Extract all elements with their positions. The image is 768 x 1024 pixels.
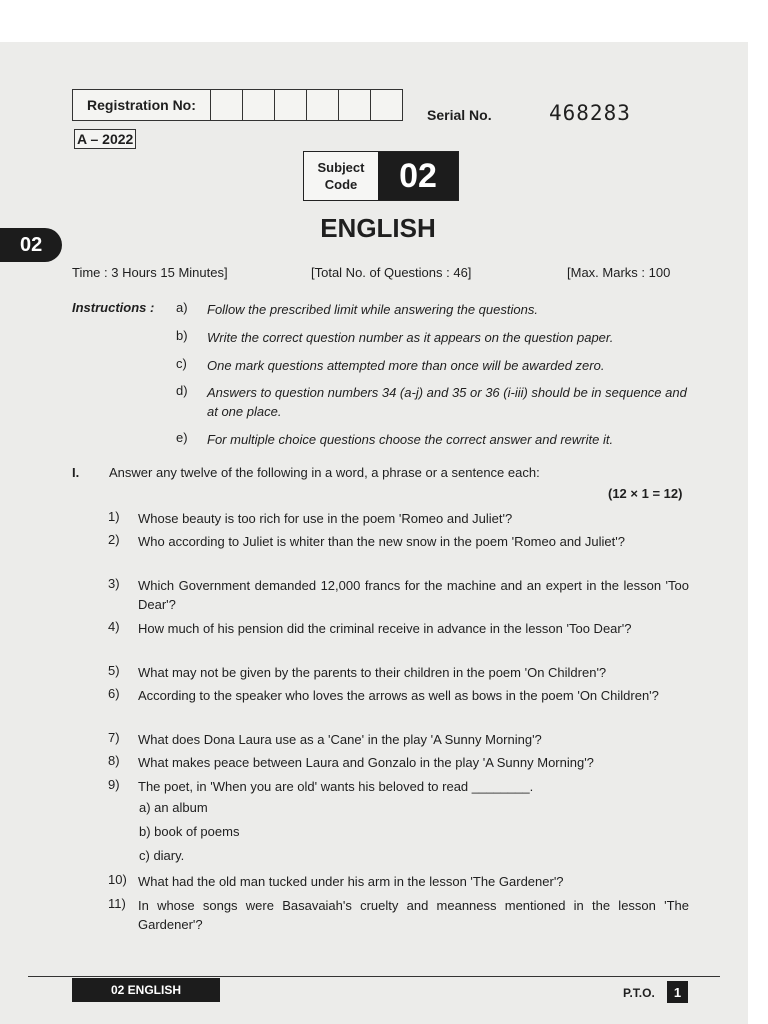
question-number: 11): [108, 896, 126, 911]
instruction-letter: e): [176, 430, 188, 445]
question-number: 2): [108, 532, 120, 547]
max-marks: [Max. Marks : 100: [567, 265, 671, 280]
subject-label-line1: Subject: [317, 160, 365, 175]
registration-cell: [210, 90, 242, 120]
page-number: 1: [667, 981, 688, 1003]
q9-option-a: a) an album: [139, 800, 208, 815]
footer-pto: P.T.O.: [623, 986, 655, 1000]
question-text: Whose beauty is too rich for use in the poem 'Romeo and Juliet'?: [138, 511, 513, 526]
section-number: I.: [72, 465, 80, 480]
q9-option-c: c) diary.: [139, 848, 185, 863]
question-text: In whose songs were Basavaiah's cruelty and meanness mentioned in the lesson 'The Gardener'?: [138, 898, 689, 932]
registration-cell: [338, 90, 370, 120]
question-number: 10): [108, 872, 127, 887]
question-number: 4): [108, 619, 120, 634]
instruction-letter: d): [176, 383, 188, 398]
total-questions: [Total No. of Questions : 46]: [311, 265, 472, 280]
question-number: 9): [108, 777, 120, 792]
question-text: Who according to Juliet is whiter than the new snow in the poem 'Romeo and Juliet'?: [138, 534, 625, 549]
footer-subject: 02 ENGLISH: [72, 978, 220, 1002]
instruction-text: One mark questions attempted more than once will be awarded zero.: [207, 358, 605, 373]
registration-cell: [274, 90, 306, 120]
question-number: 8): [108, 753, 120, 768]
exam-time: Time : 3 Hours 15 Minutes]: [72, 265, 228, 280]
q9-option-b: b) book of poems: [139, 824, 240, 839]
instruction-letter: a): [176, 300, 188, 315]
section-marks: (12 × 1 = 12): [608, 486, 683, 501]
page-title: ENGLISH: [320, 213, 436, 243]
registration-box: [72, 89, 403, 121]
question-number: 6): [108, 686, 120, 701]
instruction-text: Write the correct question number as it appears on the question paper.: [207, 330, 614, 345]
question-number: 7): [108, 730, 120, 745]
instruction-text: Answers to question numbers 34 (a-j) and 35 or 36 (i-iii) should be in sequence and at one place.: [207, 385, 687, 419]
question-text: What does Dona Laura use as a 'Cane' in the play 'A Sunny Morning'?: [138, 732, 542, 747]
question-text: What had the old man tucked under his arm in the lesson 'The Gardener'?: [138, 874, 564, 889]
section-instruction: Answer any twelve of the following in a word, a phrase or a sentence each:: [109, 465, 540, 480]
question-number: 3): [108, 576, 120, 591]
footer-divider: [28, 976, 720, 977]
instructions-label: Instructions :: [72, 300, 155, 315]
question-number: 5): [108, 663, 120, 678]
question-number: 1): [108, 509, 120, 524]
registration-cell: [306, 90, 338, 120]
subject-code: 02: [378, 152, 458, 200]
subject-code-box: [303, 151, 459, 201]
instruction-text: For multiple choice questions choose the correct answer and rewrite it.: [207, 432, 614, 447]
registration-cell: [242, 90, 274, 120]
registration-label: Registration No:: [87, 97, 196, 113]
question-text: What may not be given by the parents to their children in the poem 'On Children'?: [138, 665, 607, 680]
subject-code-label: [304, 152, 378, 200]
serial-number: 468283: [549, 101, 631, 125]
question-text: The poet, in 'When you are old' wants his beloved to read ________.: [138, 779, 534, 794]
question-text: According to the speaker who loves the arrows as well as bows in the poem 'On Children'?: [138, 688, 659, 703]
side-tab: 02: [0, 228, 62, 262]
registration-cell: [370, 90, 402, 120]
exam-year: A – 2022: [74, 129, 136, 149]
instruction-text: Follow the prescribed limit while answering the questions.: [207, 302, 538, 317]
question-text: How much of his pension did the criminal receive in advance in the lesson 'Too Dear'?: [138, 621, 632, 636]
instruction-letter: b): [176, 328, 188, 343]
question-text: What makes peace between Laura and Gonzalo in the play 'A Sunny Morning'?: [138, 755, 594, 770]
question-text: Which Government demanded 12,000 francs for the machine and an expert in the lesson 'Too Dear'?: [138, 578, 689, 612]
serial-label: Serial No.: [427, 107, 492, 123]
subject-label-line2: Code: [324, 177, 358, 192]
instruction-letter: c): [176, 356, 187, 371]
